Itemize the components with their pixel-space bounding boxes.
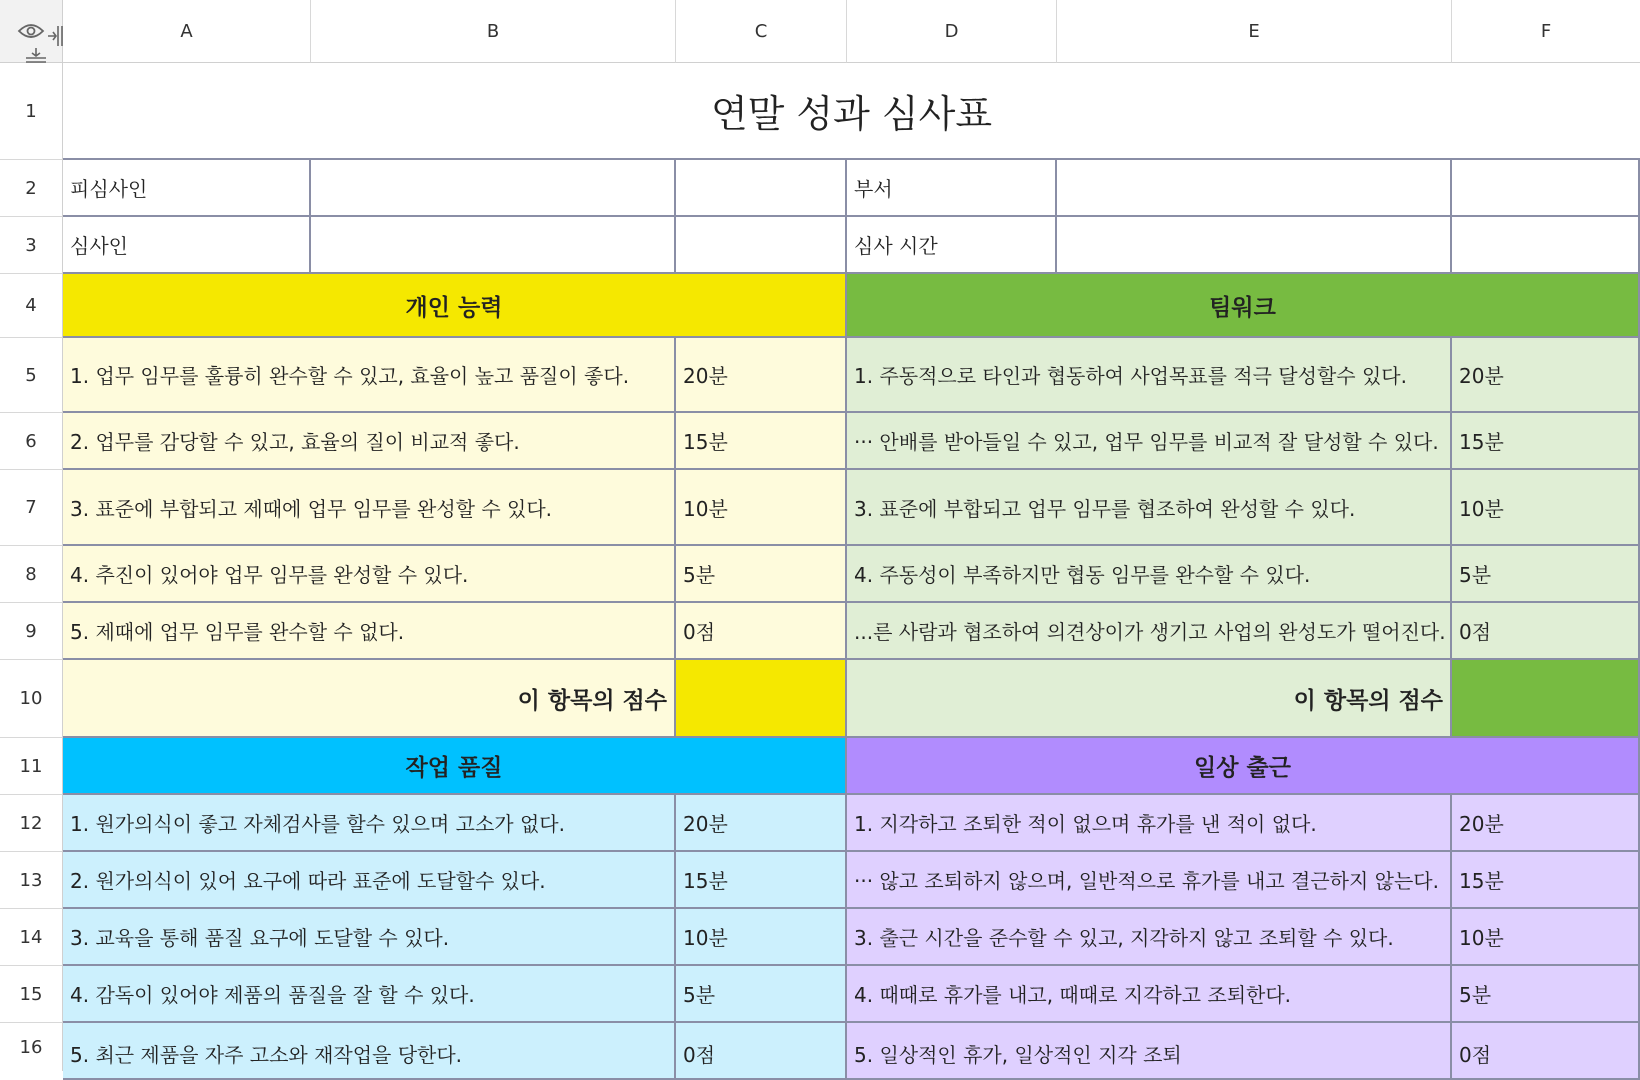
criteria-text[interactable]: 5. 제때에 업무 임무를 완수할 수 없다. bbox=[63, 603, 676, 660]
criteria-score[interactable]: 5분 bbox=[1452, 546, 1640, 603]
criteria-score[interactable]: 15분 bbox=[676, 852, 847, 909]
department-label[interactable]: 부서 bbox=[847, 160, 1057, 217]
section-header-quality[interactable]: 작업 품질 bbox=[63, 738, 847, 795]
criteria-text[interactable]: 3. 표준에 부합되고 제때에 업무 임무를 완성할 수 있다. bbox=[63, 470, 676, 546]
sheet-title[interactable]: 연말 성과 심사표 bbox=[63, 63, 1640, 160]
row-header-1[interactable]: 1 bbox=[0, 63, 63, 160]
row-header-7[interactable]: 7 bbox=[0, 470, 63, 546]
criteria-score[interactable]: 10분 bbox=[676, 470, 847, 546]
criteria-score[interactable]: 10분 bbox=[1452, 909, 1640, 966]
row-header-14[interactable]: 14 bbox=[0, 909, 63, 966]
row-header-10[interactable]: 10 bbox=[0, 660, 63, 738]
department-extra-cell[interactable] bbox=[1452, 160, 1640, 217]
department-value-cell[interactable] bbox=[1057, 160, 1452, 217]
reviewer-label[interactable]: 심사인 bbox=[63, 217, 311, 274]
personal-score-label[interactable]: 이 항목의 점수 bbox=[63, 660, 676, 738]
column-header-f[interactable]: F bbox=[1452, 0, 1640, 63]
criteria-score[interactable]: 5분 bbox=[676, 546, 847, 603]
criteria-text[interactable]: 4. 감독이 있어야 제품의 품질을 잘 할 수 있다. bbox=[63, 966, 676, 1023]
criteria-score[interactable]: 0점 bbox=[1452, 1023, 1640, 1080]
section-header-attendance[interactable]: 일상 출근 bbox=[847, 738, 1640, 795]
personal-score-input[interactable] bbox=[676, 660, 847, 738]
criteria-text[interactable]: 4. 때때로 휴가를 내고, 때때로 지각하고 조퇴한다. bbox=[847, 966, 1452, 1023]
reviewer-value-cell[interactable] bbox=[311, 217, 676, 274]
sheet-corner bbox=[0, 0, 63, 63]
criteria-score[interactable]: 5분 bbox=[676, 966, 847, 1023]
criteria-score[interactable]: 20분 bbox=[1452, 795, 1640, 852]
row-header-9[interactable]: 9 bbox=[0, 603, 63, 660]
column-header-e[interactable]: E bbox=[1057, 0, 1452, 63]
criteria-text[interactable]: 3. 출근 시간을 준수할 수 있고, 지각하지 않고 조퇴할 수 있다. bbox=[847, 909, 1452, 966]
row-header-bar bbox=[0, 63, 63, 1071]
row-header-5[interactable]: 5 bbox=[0, 338, 63, 413]
row-header-16[interactable]: 16 bbox=[0, 1023, 63, 1071]
reviewee-value-cell[interactable] bbox=[311, 160, 676, 217]
column-header-a[interactable]: A bbox=[63, 0, 311, 63]
section-header-personal[interactable]: 개인 능력 bbox=[63, 274, 847, 338]
column-header-bar bbox=[63, 0, 1640, 63]
criteria-text[interactable]: 1. 원가의식이 좋고 자체검사를 할수 있으며 고소가 없다. bbox=[63, 795, 676, 852]
eye-icon[interactable] bbox=[18, 22, 44, 44]
row-header-2[interactable]: 2 bbox=[0, 160, 63, 217]
criteria-text[interactable]: 5. 일상적인 휴가, 일상적인 지각 조퇴 bbox=[847, 1023, 1452, 1080]
row-header-12[interactable]: 12 bbox=[0, 795, 63, 852]
criteria-text[interactable]: 1. 주동적으로 타인과 협동하여 사업목표를 적극 달성할수 있다. bbox=[847, 338, 1452, 413]
criteria-score[interactable]: 0점 bbox=[1452, 603, 1640, 660]
row-header-8[interactable]: 8 bbox=[0, 546, 63, 603]
column-header-b[interactable]: B bbox=[311, 0, 676, 63]
reviewer-extra-cell[interactable] bbox=[676, 217, 847, 274]
row-header-6[interactable]: 6 bbox=[0, 413, 63, 470]
review-time-label[interactable]: 심사 시간 bbox=[847, 217, 1057, 274]
criteria-text[interactable]: 4. 추진이 있어야 업무 임무를 완성할 수 있다. bbox=[63, 546, 676, 603]
criteria-score[interactable]: 15분 bbox=[1452, 852, 1640, 909]
criteria-text[interactable]: ··· 않고 조퇴하지 않으며, 일반적으로 휴가를 내고 결근하지 않는다. bbox=[847, 852, 1452, 909]
criteria-score[interactable]: 20분 bbox=[1452, 338, 1640, 413]
criteria-score[interactable]: 0점 bbox=[676, 603, 847, 660]
column-header-c[interactable]: C bbox=[676, 0, 847, 63]
column-header-d[interactable]: D bbox=[847, 0, 1057, 63]
teamwork-score-label[interactable]: 이 항목의 점수 bbox=[847, 660, 1452, 738]
criteria-score[interactable]: 15분 bbox=[1452, 413, 1640, 470]
criteria-text[interactable]: 3. 교육을 통해 품질 요구에 도달할 수 있다. bbox=[63, 909, 676, 966]
row-header-13[interactable]: 13 bbox=[0, 852, 63, 909]
criteria-text[interactable]: 3. 표준에 부합되고 업무 임무를 협조하여 완성할 수 있다. bbox=[847, 470, 1452, 546]
criteria-score[interactable]: 0점 bbox=[676, 1023, 847, 1080]
row-header-11[interactable]: 11 bbox=[0, 738, 63, 795]
criteria-text[interactable]: 5. 최근 제품을 자주 고소와 재작업을 당한다. bbox=[63, 1023, 676, 1080]
criteria-text[interactable]: 1. 지각하고 조퇴한 적이 없으며 휴가를 낸 적이 없다. bbox=[847, 795, 1452, 852]
criteria-text[interactable]: 4. 주동성이 부족하지만 협동 임무를 완수할 수 있다. bbox=[847, 546, 1452, 603]
criteria-text[interactable]: 1. 업무 임무를 훌륭히 완수할 수 있고, 효율이 높고 품질이 좋다. bbox=[63, 338, 676, 413]
criteria-score[interactable]: 20분 bbox=[676, 338, 847, 413]
review-time-extra-cell[interactable] bbox=[1452, 217, 1640, 274]
criteria-score[interactable]: 15분 bbox=[676, 413, 847, 470]
criteria-score[interactable]: 20분 bbox=[676, 795, 847, 852]
criteria-score[interactable]: 10분 bbox=[676, 909, 847, 966]
reviewee-extra-cell[interactable] bbox=[676, 160, 847, 217]
teamwork-score-input[interactable] bbox=[1452, 660, 1640, 738]
criteria-text[interactable]: 2. 업무를 감당할 수 있고, 효율의 질이 비교적 좋다. bbox=[63, 413, 676, 470]
criteria-text[interactable]: ...른 사람과 협조하여 의견상이가 생기고 사업의 완성도가 떨어진다. bbox=[847, 603, 1452, 660]
criteria-score[interactable]: 10분 bbox=[1452, 470, 1640, 546]
section-header-teamwork[interactable]: 팀워크 bbox=[847, 274, 1640, 338]
row-header-4[interactable]: 4 bbox=[0, 274, 63, 338]
reviewee-label[interactable]: 피심사인 bbox=[63, 160, 311, 217]
criteria-text[interactable]: ··· 안배를 받아들일 수 있고, 업무 임무를 비교적 잘 달성할 수 있다. bbox=[847, 413, 1452, 470]
criteria-score[interactable]: 5분 bbox=[1452, 966, 1640, 1023]
review-time-value-cell[interactable] bbox=[1057, 217, 1452, 274]
row-header-15[interactable]: 15 bbox=[0, 966, 63, 1023]
criteria-text[interactable]: 2. 원가의식이 있어 요구에 따라 표준에 도달할수 있다. bbox=[63, 852, 676, 909]
row-header-3[interactable]: 3 bbox=[0, 217, 63, 274]
